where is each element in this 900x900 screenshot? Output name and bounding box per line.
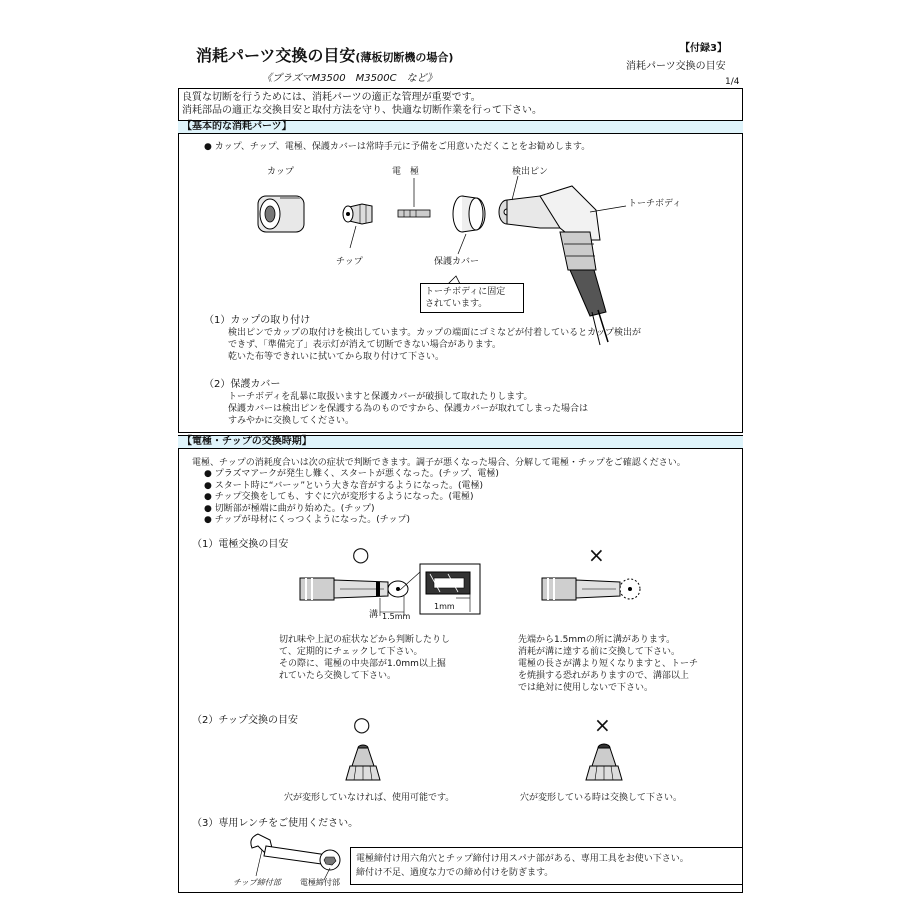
cover-note-title: （2）保護カバー (204, 379, 281, 390)
electrode-ng-line-1: 先端から1.5mmの所に溝があります。 (518, 635, 676, 645)
symptom-item: ● スタート時に“バーッ”という大きな音がするようになった。(電極) (204, 480, 484, 491)
tip-ng-text: 穴が変形している時は交換して下さい。 (520, 793, 683, 803)
symptom-item: ● チップ交換をしても、すぐに穴が変形するようになった。(電極) (204, 492, 474, 502)
section-basic-parts-bullet: ● カップ、チップ、電極、保護カバーは常時手元に予備をご用意いただくことをお勧めします。 (204, 142, 591, 152)
cup-install-line-1: 検出ピンでカップの取付けを検出しています。カップの端面にゴミなどが付着しているとカップ検出が (228, 328, 642, 338)
page-title-sub: (薄板切断機の場合) (355, 51, 454, 64)
label-detect-pin: 検出ピン (512, 167, 549, 177)
cover-note-line-2: 保護カバーは検出ピンを保護する為のものですから、保護カバーが取れてしまった場合は (228, 404, 589, 414)
label-tip: チップ (336, 257, 363, 267)
cup-install-title: （1）カップの取り付け (204, 315, 311, 326)
section-replacement-heading: 【電極・チップの交換時期】 (178, 435, 743, 449)
label-cup: カップ (267, 167, 294, 177)
cup-install-line-2: できず、「準備完了」表示灯が消えて切断できない場合があります。 (228, 340, 502, 350)
cover-note-line-3: すみやかに交換してください。 (228, 416, 355, 426)
dimension-1-5mm: 1.5mm (382, 612, 411, 621)
label-electrode: 電 極 (392, 167, 420, 177)
electrode-ng-line-3: 電極の長さが溝より短くなりますと、トーチ (518, 659, 699, 669)
callout-line-2: されています。 (425, 299, 488, 309)
cup-install-line-3: 乾いた布等できれいに拭いてから取り付けて下さい。 (228, 352, 445, 362)
electrode-ok-line-3: その際に、電極の中央部が1.0mm以上掘 (279, 659, 446, 669)
replacement-lead: 電極、チップの消耗度合いは次の症状で判断できます。調子が悪くなった場合、分解して電極・チップをご確認ください。 (192, 458, 686, 468)
wrench-illustration (251, 834, 340, 880)
page-subtitle: 《プラズマM3500 M3500C など》 (262, 73, 437, 84)
wrench-note-line-2: 締付け不足、過度な力での締め付けを防ぎます。 (356, 868, 554, 878)
label-cover: 保護カバー (434, 257, 480, 267)
electrode-ng-line-2: 消耗が溝に達する前に交換して下さい。 (518, 647, 681, 657)
page-title-main: 消耗パーツ交換の目安 (196, 46, 356, 65)
page-number: 1/4 (725, 77, 740, 87)
electrode-ng-line-5: では絶対に使用しないで下さい。 (518, 683, 654, 693)
section-basic-parts-heading: 【基本的な消耗パーツ】 (178, 120, 743, 134)
symptom-item: ● チップが母材にくっつくようになった。(チップ) (204, 515, 411, 525)
wrench-note-line-1: 電極締付け用六角穴とチップ締付け用スパナ部がある、専用工具をお使い下さい。 (356, 854, 689, 864)
electrode-guide-title: （1）電極交換の目安 (192, 539, 289, 550)
callout-line-1: トーチボディに固定 (425, 287, 506, 297)
electrode-ok-line-4: れていたら交換して下さい。 (279, 671, 397, 681)
ng-mark-electrode: × (588, 543, 605, 567)
electrode-ok-line-2: て、定期的にチェックして下さい。 (279, 647, 423, 657)
tip-guide-title: （2）チップ交換の目安 (192, 715, 299, 726)
tip-ok-text: 穴が変形していなければ、使用可能です。 (284, 793, 455, 803)
symptom-item: ● 切断部が極端に曲がり始めた。(チップ) (204, 503, 375, 514)
label-torch-body: トーチボディ (628, 199, 682, 209)
cover-note-line-1: トーチボディを乱暴に取扱いますと保護カバーが破損して取れたりします。 (228, 392, 533, 402)
ok-mark-tip: ○ (353, 712, 371, 736)
electrode-ng-line-4: を焼損する恐れがありますので、溝部以上 (518, 671, 689, 681)
wrench-title: （3）専用レンチをご使用ください。 (192, 818, 359, 829)
wrench-label-electrode: 電極締付部 (300, 878, 340, 887)
intro-line-1: 良質な切断を行うためには、消耗パーツの適正な管理が重要です。 (182, 92, 481, 103)
symptom-item: ● プラズマアークが発生し難く、スタートが悪くなった。(チップ、電極) (204, 469, 499, 479)
intro-line-2: 消耗部品の適正な交換目安と取付方法を守り、快適な切断作業を行って下さい。 (182, 105, 542, 116)
wrench-label-tip: チップ締付部 (233, 878, 281, 887)
doc-name: 消耗パーツ交換の目安 (626, 61, 726, 72)
ng-mark-tip: × (594, 713, 611, 737)
ok-mark-electrode: ○ (352, 542, 370, 566)
groove-label: 溝 (369, 610, 379, 620)
appendix-label: 【付録3】 (680, 43, 727, 54)
electrode-ok-line-1: 切れ味や上記の症状などから判断したりし (279, 635, 451, 645)
dimension-1mm: 1mm (434, 602, 455, 611)
